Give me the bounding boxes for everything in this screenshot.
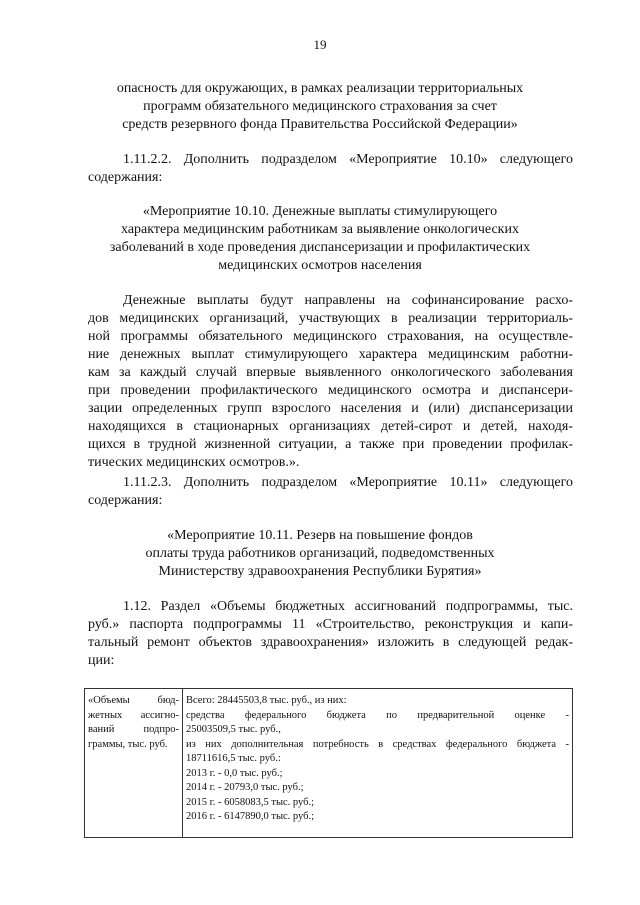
table-value-line: 18711616,5 тыс. руб.:: [186, 753, 281, 764]
table-value-line: Всего: 28445503,8 тыс. руб., из них:: [186, 695, 347, 706]
body-line: ной программы обязательного медицинского страхования, на осуществле-: [88, 329, 573, 344]
item-1-12-line: ции:: [88, 653, 115, 668]
table-label-line: граммы, тыс. руб.: [88, 738, 168, 750]
heading-10-10-line: «Мероприятие 10.10. Денежные выплаты стимулирующего: [142, 204, 498, 219]
heading-10-11-line: «Мероприятие 10.11. Резерв на повышение фондов: [167, 528, 473, 543]
table-label-line: ваний подпро-: [88, 724, 179, 735]
table-value-line: 2014 г. - 20793,0 тыс. руб.;: [186, 782, 304, 793]
top-block-line: программ обязательного медицинского страхования за счет: [143, 99, 497, 114]
body-line: ние денежных выплат стимулирующего характера медицинским работни-: [88, 347, 573, 362]
item-1-11-2-2-line: 1.11.2.2. Дополнить подразделом «Мероприятие 10.10» следующего: [123, 152, 573, 167]
table-value-line: 25003509,5 тыс. руб.,: [186, 724, 281, 735]
budget-table: [84, 688, 573, 838]
item-1-12-line: 1.12. Раздел «Объемы бюджетных ассигнований подпрограммы, тыс.: [123, 599, 573, 614]
heading-10-11-line: Министерству здравоохранения Республики Бурятия»: [158, 564, 482, 579]
body-line: тических медицинских осмотров.».: [88, 455, 300, 470]
top-block-line: опасность для окружающих, в рамках реализации территориальных: [116, 81, 524, 96]
table-label-line: «Объемы бюд-: [88, 695, 179, 706]
table-cell-label: [85, 689, 183, 838]
item-1-11-2-3-line: содержания:: [88, 493, 163, 508]
top-block-line: средств резервного фонда Правительства Российской Федерации»: [122, 117, 518, 132]
table-value-line: 2013 г. - 0,0 тыс. руб.;: [186, 767, 283, 779]
table-row: [85, 689, 573, 838]
item-1-11-2-2-line: содержания:: [88, 170, 163, 185]
table-value-line: 2015 г. - 6058083,5 тыс. руб.;: [186, 796, 315, 808]
body-line: находящихся в стационарных организациях детей-сирот и детей, находя-: [88, 419, 573, 434]
heading-10-10-line: характера медицинским работникам за выявление онкологических: [121, 222, 519, 237]
table-value-line: из них дополнительная потребность в средствах федерального бюджета -: [186, 738, 569, 750]
table-value-line: 2016 г. - 6147890,0 тыс. руб.;: [186, 811, 315, 822]
body-line: дов медицинских организаций, участвующих в реализации территориаль-: [88, 311, 573, 326]
table-label-line: жетных ассигно-: [88, 709, 179, 721]
body-line: при проведении профилактического медицинского осмотра и диспансери-: [88, 383, 573, 398]
table-value-line: средства федерального бюджета по предварительной оценке -: [186, 709, 569, 721]
heading-10-10-line: заболеваний в ходе проведения диспансеризации и профилактических: [109, 240, 531, 255]
body-line: Денежные выплаты будут направлены на софинансирование расхо-: [123, 293, 573, 308]
heading-10-10-line: медицинских осмотров населения: [218, 258, 422, 273]
table-cell-value: [183, 689, 573, 838]
heading-10-11-line: оплаты труда работников организаций, подведомственных: [145, 546, 495, 561]
item-1-12-line: тальный ремонт объектов здравоохранения» изложить в следующей редак-: [88, 635, 573, 650]
item-1-11-2-3-line: 1.11.2.3. Дополнить подразделом «Мероприятие 10.11» следующего: [123, 475, 573, 490]
body-line: зации определенных групп взрослого населения и (или) диспансеризации: [88, 401, 573, 416]
item-1-12-line: руб.» паспорта подпрограммы 11 «Строительство, реконструкция и капи-: [88, 617, 573, 632]
body-line: кам за каждый случай впервые выявленного онкологического заболевания: [88, 365, 573, 380]
page-number: 19: [313, 37, 327, 52]
body-line: щихся в трудной жизненной ситуации, а также при проведении профилак-: [88, 437, 573, 452]
